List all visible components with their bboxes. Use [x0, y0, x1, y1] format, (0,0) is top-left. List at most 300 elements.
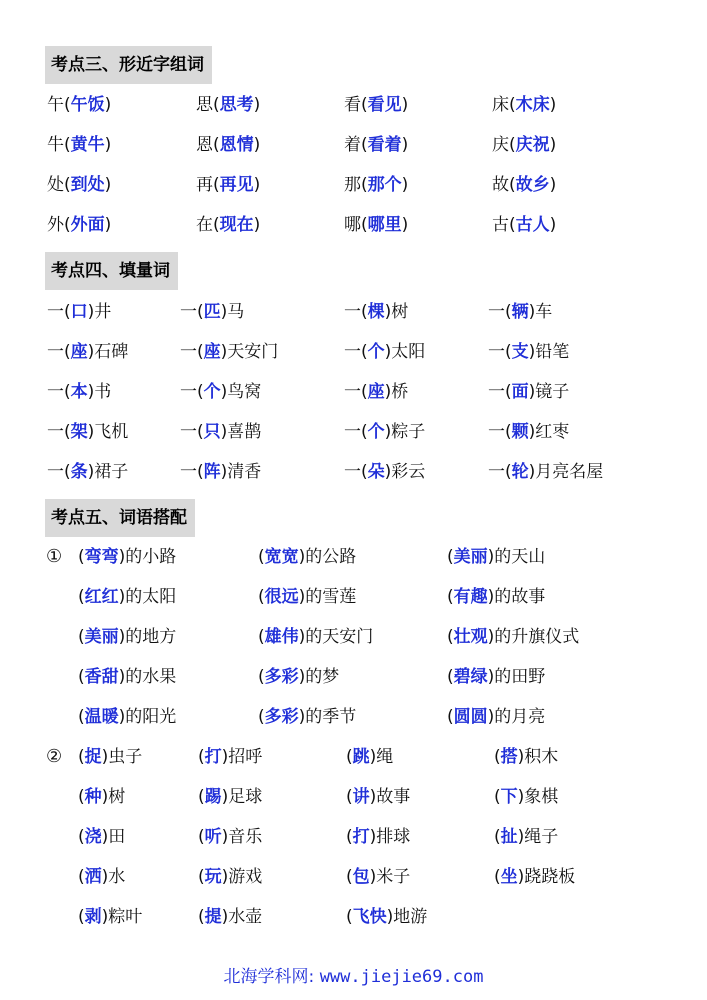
item-suffix: )的阳光: [118, 707, 177, 727]
item-suffix: ): [104, 215, 112, 235]
entry-row: [0, 742, 707, 772]
item-suffix: )井: [87, 302, 112, 322]
item-suffix: ): [104, 135, 112, 155]
answer-item: [494, 862, 575, 892]
item-prefix: 一(: [488, 382, 512, 402]
item-suffix: )的田野: [487, 667, 546, 687]
item-suffix: )粽子: [384, 422, 426, 442]
item-suffix: )田: [101, 827, 126, 847]
section-title: 考点三、形近字组词: [51, 55, 204, 75]
item-prefix: (: [258, 667, 265, 687]
item-prefix: 一(: [344, 462, 368, 482]
item-prefix: 一(: [180, 342, 204, 362]
item-suffix: )游戏: [221, 867, 263, 887]
item-answer: 有趣: [453, 587, 488, 607]
item-suffix: )书: [87, 382, 112, 402]
item-prefix: 一(: [488, 302, 512, 322]
item-suffix: )彩云: [384, 462, 426, 482]
item-suffix: )车: [528, 302, 553, 322]
item-answer: 口: [70, 302, 88, 322]
item-suffix: )树: [384, 302, 409, 322]
item-prefix: 再(: [196, 175, 220, 195]
section-title: 考点四、填量词: [51, 261, 170, 281]
item-prefix: 一(: [488, 342, 512, 362]
item-prefix: (: [78, 907, 85, 927]
entry-row: [0, 662, 707, 692]
answer-item: [494, 742, 558, 772]
entry-row: [0, 902, 707, 932]
item-prefix: (: [346, 907, 353, 927]
item-prefix: (: [78, 867, 85, 887]
item-answer: 下: [500, 787, 518, 807]
item-answer: 现在: [219, 215, 254, 235]
item-answer: 阵: [203, 462, 221, 482]
item-suffix: )绳子: [517, 827, 559, 847]
item-suffix: ): [253, 175, 261, 195]
answer-item: [492, 130, 556, 160]
answer-item: [488, 417, 569, 447]
item-answer: 玩: [204, 867, 222, 887]
item-prefix: (: [198, 907, 205, 927]
item-prefix: (: [494, 747, 501, 767]
answer-item: [196, 90, 260, 120]
item-suffix: )故事: [369, 787, 411, 807]
section-header-3: [45, 46, 212, 84]
item-suffix: )飞机: [87, 422, 129, 442]
entry-row: [0, 417, 707, 447]
item-suffix: )积木: [517, 747, 559, 767]
item-answer: 剥: [84, 907, 102, 927]
item-answer: 种: [84, 787, 102, 807]
item-answer: 那个: [367, 175, 402, 195]
item-prefix: 一(: [180, 302, 204, 322]
item-prefix: 午(: [47, 95, 71, 115]
answer-item: [180, 377, 261, 407]
item-prefix: (: [447, 547, 454, 567]
item-prefix: 一(: [47, 462, 71, 482]
entry-row: [0, 210, 707, 240]
item-suffix: )米子: [369, 867, 411, 887]
item-prefix: 一(: [488, 422, 512, 442]
item-prefix: 着(: [344, 135, 368, 155]
item-suffix: )太阳: [384, 342, 426, 362]
footer: [0, 962, 707, 987]
item-prefix: 一(: [47, 382, 71, 402]
item-suffix: )虫子: [101, 747, 143, 767]
section-header-5: [45, 499, 195, 537]
item-prefix: 一(: [47, 422, 71, 442]
item-answer: 思考: [219, 95, 254, 115]
item-answer: 黄牛: [70, 135, 105, 155]
item-prefix: (: [447, 707, 454, 727]
answer-item: [344, 417, 425, 447]
answer-item: [78, 862, 125, 892]
item-prefix: (: [258, 547, 265, 567]
item-answer: 多彩: [264, 707, 299, 727]
item-suffix: )的小路: [118, 547, 177, 567]
answer-item: [47, 170, 111, 200]
answer-item: [78, 662, 176, 692]
answer-item: [488, 457, 603, 487]
item-prefix: (: [78, 707, 85, 727]
answer-item: [78, 702, 176, 732]
item-answer: 只: [203, 422, 221, 442]
item-suffix: )的公路: [298, 547, 357, 567]
item-suffix: )马: [220, 302, 245, 322]
item-prefix: 一(: [488, 462, 512, 482]
answer-item: [258, 662, 339, 692]
item-answer: 再见: [219, 175, 254, 195]
item-suffix: )月亮名屋: [528, 462, 604, 482]
answer-item: [78, 902, 142, 932]
item-answer: 庆祝: [515, 135, 550, 155]
answer-item: [198, 782, 262, 812]
item-suffix: )音乐: [221, 827, 263, 847]
answer-item: [198, 742, 262, 772]
answer-item: [344, 457, 425, 487]
item-suffix: )桥: [384, 382, 409, 402]
item-suffix: )的梦: [298, 667, 340, 687]
item-answer: 包: [352, 867, 370, 887]
answer-item: [198, 902, 262, 932]
item-prefix: (: [346, 867, 353, 887]
item-answer: 打: [352, 827, 370, 847]
answer-item: [258, 542, 356, 572]
item-prefix: 一(: [344, 382, 368, 402]
item-prefix: (: [78, 627, 85, 647]
item-answer: 弯弯: [84, 547, 119, 567]
answer-item: [78, 542, 176, 572]
item-prefix: (: [346, 747, 353, 767]
item-prefix: 一(: [344, 342, 368, 362]
answer-item: [78, 622, 176, 652]
item-answer: 打: [204, 747, 222, 767]
answer-item: [78, 782, 125, 812]
item-answer: 朵: [367, 462, 385, 482]
item-prefix: 一(: [344, 302, 368, 322]
item-prefix: (: [78, 547, 85, 567]
answer-item: [78, 742, 142, 772]
item-answer: 看着: [367, 135, 402, 155]
item-prefix: 古(: [492, 215, 516, 235]
item-answer: 红红: [84, 587, 119, 607]
answer-item: [47, 297, 111, 327]
item-prefix: 看(: [344, 95, 368, 115]
item-answer: 木床: [515, 95, 550, 115]
item-prefix: (: [78, 667, 85, 687]
item-suffix: )足球: [221, 787, 263, 807]
list-marker: ①: [46, 546, 63, 567]
item-answer: 古人: [515, 215, 550, 235]
footer-url[interactable]: www.jiejie69.com: [319, 967, 484, 987]
item-prefix: 一(: [180, 422, 204, 442]
answer-item: [196, 170, 260, 200]
entry-row: [0, 542, 707, 572]
item-prefix: 哪(: [344, 215, 368, 235]
item-prefix: 思(: [196, 95, 220, 115]
item-answer: 飞快: [352, 907, 387, 927]
answer-item: [488, 377, 569, 407]
answer-item: [488, 337, 569, 367]
item-answer: 哪里: [367, 215, 402, 235]
entry-row: [0, 170, 707, 200]
item-prefix: (: [447, 587, 454, 607]
item-suffix: )红枣: [528, 422, 570, 442]
item-suffix: )喜鹊: [220, 422, 262, 442]
item-prefix: (: [258, 707, 265, 727]
item-answer: 很远: [264, 587, 299, 607]
item-suffix: )鸟窝: [220, 382, 262, 402]
item-prefix: (: [447, 627, 454, 647]
list-marker: ②: [46, 746, 63, 767]
answer-item: [180, 417, 261, 447]
item-answer: 棵: [367, 302, 385, 322]
answer-item: [196, 130, 260, 160]
item-suffix: )天安门: [220, 342, 279, 362]
item-suffix: )地游: [386, 907, 428, 927]
item-answer: 故乡: [515, 175, 550, 195]
answer-item: [344, 170, 408, 200]
item-answer: 洒: [84, 867, 102, 887]
answer-item: [344, 337, 425, 367]
answer-item: [196, 210, 260, 240]
item-prefix: (: [198, 787, 205, 807]
answer-item: [47, 457, 128, 487]
item-suffix: )水壶: [221, 907, 263, 927]
item-answer: 圆圆: [453, 707, 488, 727]
item-answer: 匹: [203, 302, 221, 322]
answer-item: [258, 582, 356, 612]
item-answer: 架: [70, 422, 88, 442]
item-answer: 条: [70, 462, 88, 482]
answer-item: [47, 210, 111, 240]
item-prefix: 一(: [47, 342, 71, 362]
item-answer: 辆: [511, 302, 529, 322]
item-answer: 搭: [500, 747, 518, 767]
item-suffix: )的升旗仪式: [487, 627, 580, 647]
answer-item: [198, 822, 262, 852]
item-answer: 座: [70, 342, 88, 362]
item-answer: 个: [203, 382, 221, 402]
answer-item: [180, 457, 261, 487]
item-prefix: 外(: [47, 215, 71, 235]
item-prefix: (: [346, 787, 353, 807]
entry-row: [0, 702, 707, 732]
item-suffix: )排球: [369, 827, 411, 847]
item-suffix: )的地方: [118, 627, 177, 647]
answer-item: [346, 822, 410, 852]
answer-item: [447, 702, 545, 732]
answer-item: [344, 377, 408, 407]
answer-item: [447, 582, 545, 612]
section-title: 考点五、词语搭配: [51, 508, 187, 528]
item-answer: 支: [511, 342, 529, 362]
item-suffix: )的季节: [298, 707, 357, 727]
item-suffix: )的月亮: [487, 707, 546, 727]
item-answer: 壮观: [453, 627, 488, 647]
item-prefix: 一(: [344, 422, 368, 442]
section-header-4: [45, 252, 178, 290]
answer-item: [346, 782, 410, 812]
item-prefix: (: [198, 867, 205, 887]
item-suffix: ): [549, 215, 557, 235]
answer-item: [447, 662, 545, 692]
answer-item: [344, 90, 408, 120]
footer-label: 北海学科网:: [223, 967, 315, 987]
entry-row: [0, 297, 707, 327]
item-prefix: 一(: [180, 462, 204, 482]
entry-row: [0, 782, 707, 812]
item-answer: 宽宽: [264, 547, 299, 567]
item-suffix: )镜子: [528, 382, 570, 402]
item-answer: 香甜: [84, 667, 119, 687]
item-prefix: 庆(: [492, 135, 516, 155]
entry-row: [0, 862, 707, 892]
answer-item: [258, 622, 373, 652]
item-prefix: (: [78, 747, 85, 767]
item-answer: 面: [511, 382, 529, 402]
item-suffix: ): [401, 135, 409, 155]
item-suffix: ): [549, 175, 557, 195]
answer-item: [258, 702, 356, 732]
item-prefix: (: [198, 747, 205, 767]
item-answer: 讲: [352, 787, 370, 807]
item-prefix: 床(: [492, 95, 516, 115]
item-suffix: ): [401, 175, 409, 195]
item-prefix: (: [346, 827, 353, 847]
item-answer: 浇: [84, 827, 102, 847]
item-prefix: 一(: [180, 382, 204, 402]
answer-item: [47, 417, 128, 447]
answer-item: [47, 377, 111, 407]
answer-item: [47, 130, 111, 160]
item-answer: 恩情: [219, 135, 254, 155]
answer-item: [492, 90, 556, 120]
item-prefix: 故(: [492, 175, 516, 195]
item-prefix: (: [494, 867, 501, 887]
answer-item: [346, 862, 410, 892]
entry-row: [0, 822, 707, 852]
item-suffix: )的太阳: [118, 587, 177, 607]
item-answer: 多彩: [264, 667, 299, 687]
item-answer: 个: [367, 342, 385, 362]
item-answer: 美丽: [84, 627, 119, 647]
item-answer: 看见: [367, 95, 402, 115]
item-answer: 本: [70, 382, 88, 402]
item-prefix: (: [198, 827, 205, 847]
item-suffix: ): [104, 175, 112, 195]
item-suffix: ): [253, 95, 261, 115]
item-answer: 捉: [84, 747, 102, 767]
item-answer: 听: [204, 827, 222, 847]
item-suffix: )绳: [369, 747, 394, 767]
item-answer: 个: [367, 422, 385, 442]
entry-row: [0, 582, 707, 612]
item-answer: 座: [367, 382, 385, 402]
item-answer: 颗: [511, 422, 529, 442]
item-suffix: ): [549, 135, 557, 155]
item-suffix: )粽叶: [101, 907, 143, 927]
item-prefix: 处(: [47, 175, 71, 195]
answer-item: [346, 902, 427, 932]
answer-item: [180, 337, 278, 367]
item-answer: 踢: [204, 787, 222, 807]
answer-item: [447, 622, 579, 652]
item-suffix: )清香: [220, 462, 262, 482]
item-prefix: (: [258, 627, 265, 647]
item-prefix: (: [78, 787, 85, 807]
item-suffix: )的水果: [118, 667, 177, 687]
item-prefix: (: [447, 667, 454, 687]
item-prefix: (: [258, 587, 265, 607]
entry-row: [0, 130, 707, 160]
item-prefix: 那(: [344, 175, 368, 195]
item-suffix: )跷跷板: [517, 867, 576, 887]
entry-row: [0, 377, 707, 407]
item-answer: 扯: [500, 827, 518, 847]
answer-item: [180, 297, 244, 327]
answer-item: [344, 210, 408, 240]
item-answer: 美丽: [453, 547, 488, 567]
answer-item: [447, 542, 545, 572]
entry-row: [0, 337, 707, 367]
entry-row: [0, 457, 707, 487]
answer-item: [492, 170, 556, 200]
answer-item: [47, 90, 111, 120]
answer-item: [78, 822, 125, 852]
item-suffix: )水: [101, 867, 126, 887]
item-answer: 外面: [70, 215, 105, 235]
item-suffix: )象棋: [517, 787, 559, 807]
item-prefix: 在(: [196, 215, 220, 235]
item-answer: 午饭: [70, 95, 105, 115]
item-answer: 到处: [70, 175, 105, 195]
item-answer: 座: [203, 342, 221, 362]
item-suffix: ): [401, 95, 409, 115]
answer-item: [494, 782, 558, 812]
item-suffix: )铅笔: [528, 342, 570, 362]
item-suffix: ): [549, 95, 557, 115]
item-prefix: (: [78, 827, 85, 847]
item-suffix: ): [253, 215, 261, 235]
item-suffix: )的故事: [487, 587, 546, 607]
item-answer: 碧绿: [453, 667, 488, 687]
item-answer: 温暖: [84, 707, 119, 727]
item-suffix: ): [401, 215, 409, 235]
item-answer: 提: [204, 907, 222, 927]
answer-item: [344, 130, 408, 160]
answer-item: [344, 297, 408, 327]
item-suffix: )裙子: [87, 462, 129, 482]
item-suffix: )的雪莲: [298, 587, 357, 607]
item-prefix: (: [494, 827, 501, 847]
answer-item: [78, 582, 176, 612]
item-suffix: )招呼: [221, 747, 263, 767]
answer-item: [346, 742, 393, 772]
item-answer: 坐: [500, 867, 518, 887]
answer-item: [494, 822, 558, 852]
item-suffix: )石碑: [87, 342, 129, 362]
item-answer: 雄伟: [264, 627, 299, 647]
item-answer: 轮: [511, 462, 529, 482]
item-prefix: 牛(: [47, 135, 71, 155]
item-prefix: 一(: [47, 302, 71, 322]
item-suffix: )的天山: [487, 547, 546, 567]
item-suffix: ): [253, 135, 261, 155]
item-prefix: (: [494, 787, 501, 807]
answer-item: [47, 337, 128, 367]
item-suffix: )的天安门: [298, 627, 374, 647]
